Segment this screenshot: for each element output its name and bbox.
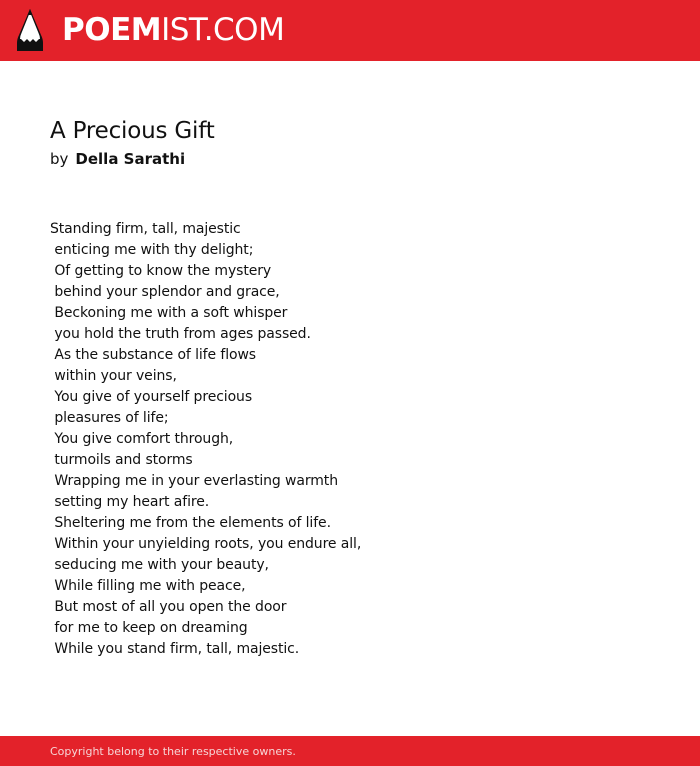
poem-line: turmoils and storms [50, 452, 193, 468]
poem-body [50, 219, 361, 660]
site-logo[interactable] [62, 10, 284, 50]
site-footer [0, 736, 700, 766]
poem-line: While you stand firm, tall, majestic. [50, 641, 300, 657]
poem-line: behind your splendor and grace, [50, 284, 280, 300]
poem-title: A Precious Gift [50, 118, 215, 144]
poem-line: You give of yourself precious [50, 389, 253, 405]
logo-text-light: IST.COM [161, 12, 285, 48]
poem-line: Of getting to know the mystery [50, 263, 272, 279]
poem-line: setting my heart afire. [50, 494, 210, 510]
poem-line: Beckoning me with a soft whisper [50, 305, 288, 321]
poem-line: Sheltering me from the elements of life. [50, 515, 331, 531]
poem-line: you hold the truth from ages passed. [50, 326, 311, 342]
poem-line: Wrapping me in your everlasting warmth [50, 473, 338, 489]
poem-line: within your veins, [50, 368, 177, 384]
copyright-text: Copyright belong to their respective owners. [50, 745, 296, 758]
poem-line: for me to keep on dreaming [50, 620, 248, 636]
poem-line: pleasures of life; [50, 410, 169, 426]
byline [50, 148, 185, 170]
poem-line: You give comfort through, [50, 431, 234, 447]
pen-nib-icon[interactable] [17, 9, 43, 51]
poem-line: enticing me with thy delight; [50, 242, 254, 258]
site-header [0, 0, 700, 61]
poem-line: Standing firm, tall, majestic [50, 221, 241, 237]
poem-line: But most of all you open the door [50, 599, 287, 615]
author-name: Della Sarathi [75, 150, 186, 168]
poem-line: While filling me with peace, [50, 578, 246, 594]
by-label: by [50, 150, 69, 168]
poem-line: Within your unyielding roots, you endure all, [50, 536, 362, 552]
logo-text-bold: POEM [62, 12, 162, 48]
poem-line: seducing me with your beauty, [50, 557, 269, 573]
poem-line: As the substance of life flows [50, 347, 256, 363]
